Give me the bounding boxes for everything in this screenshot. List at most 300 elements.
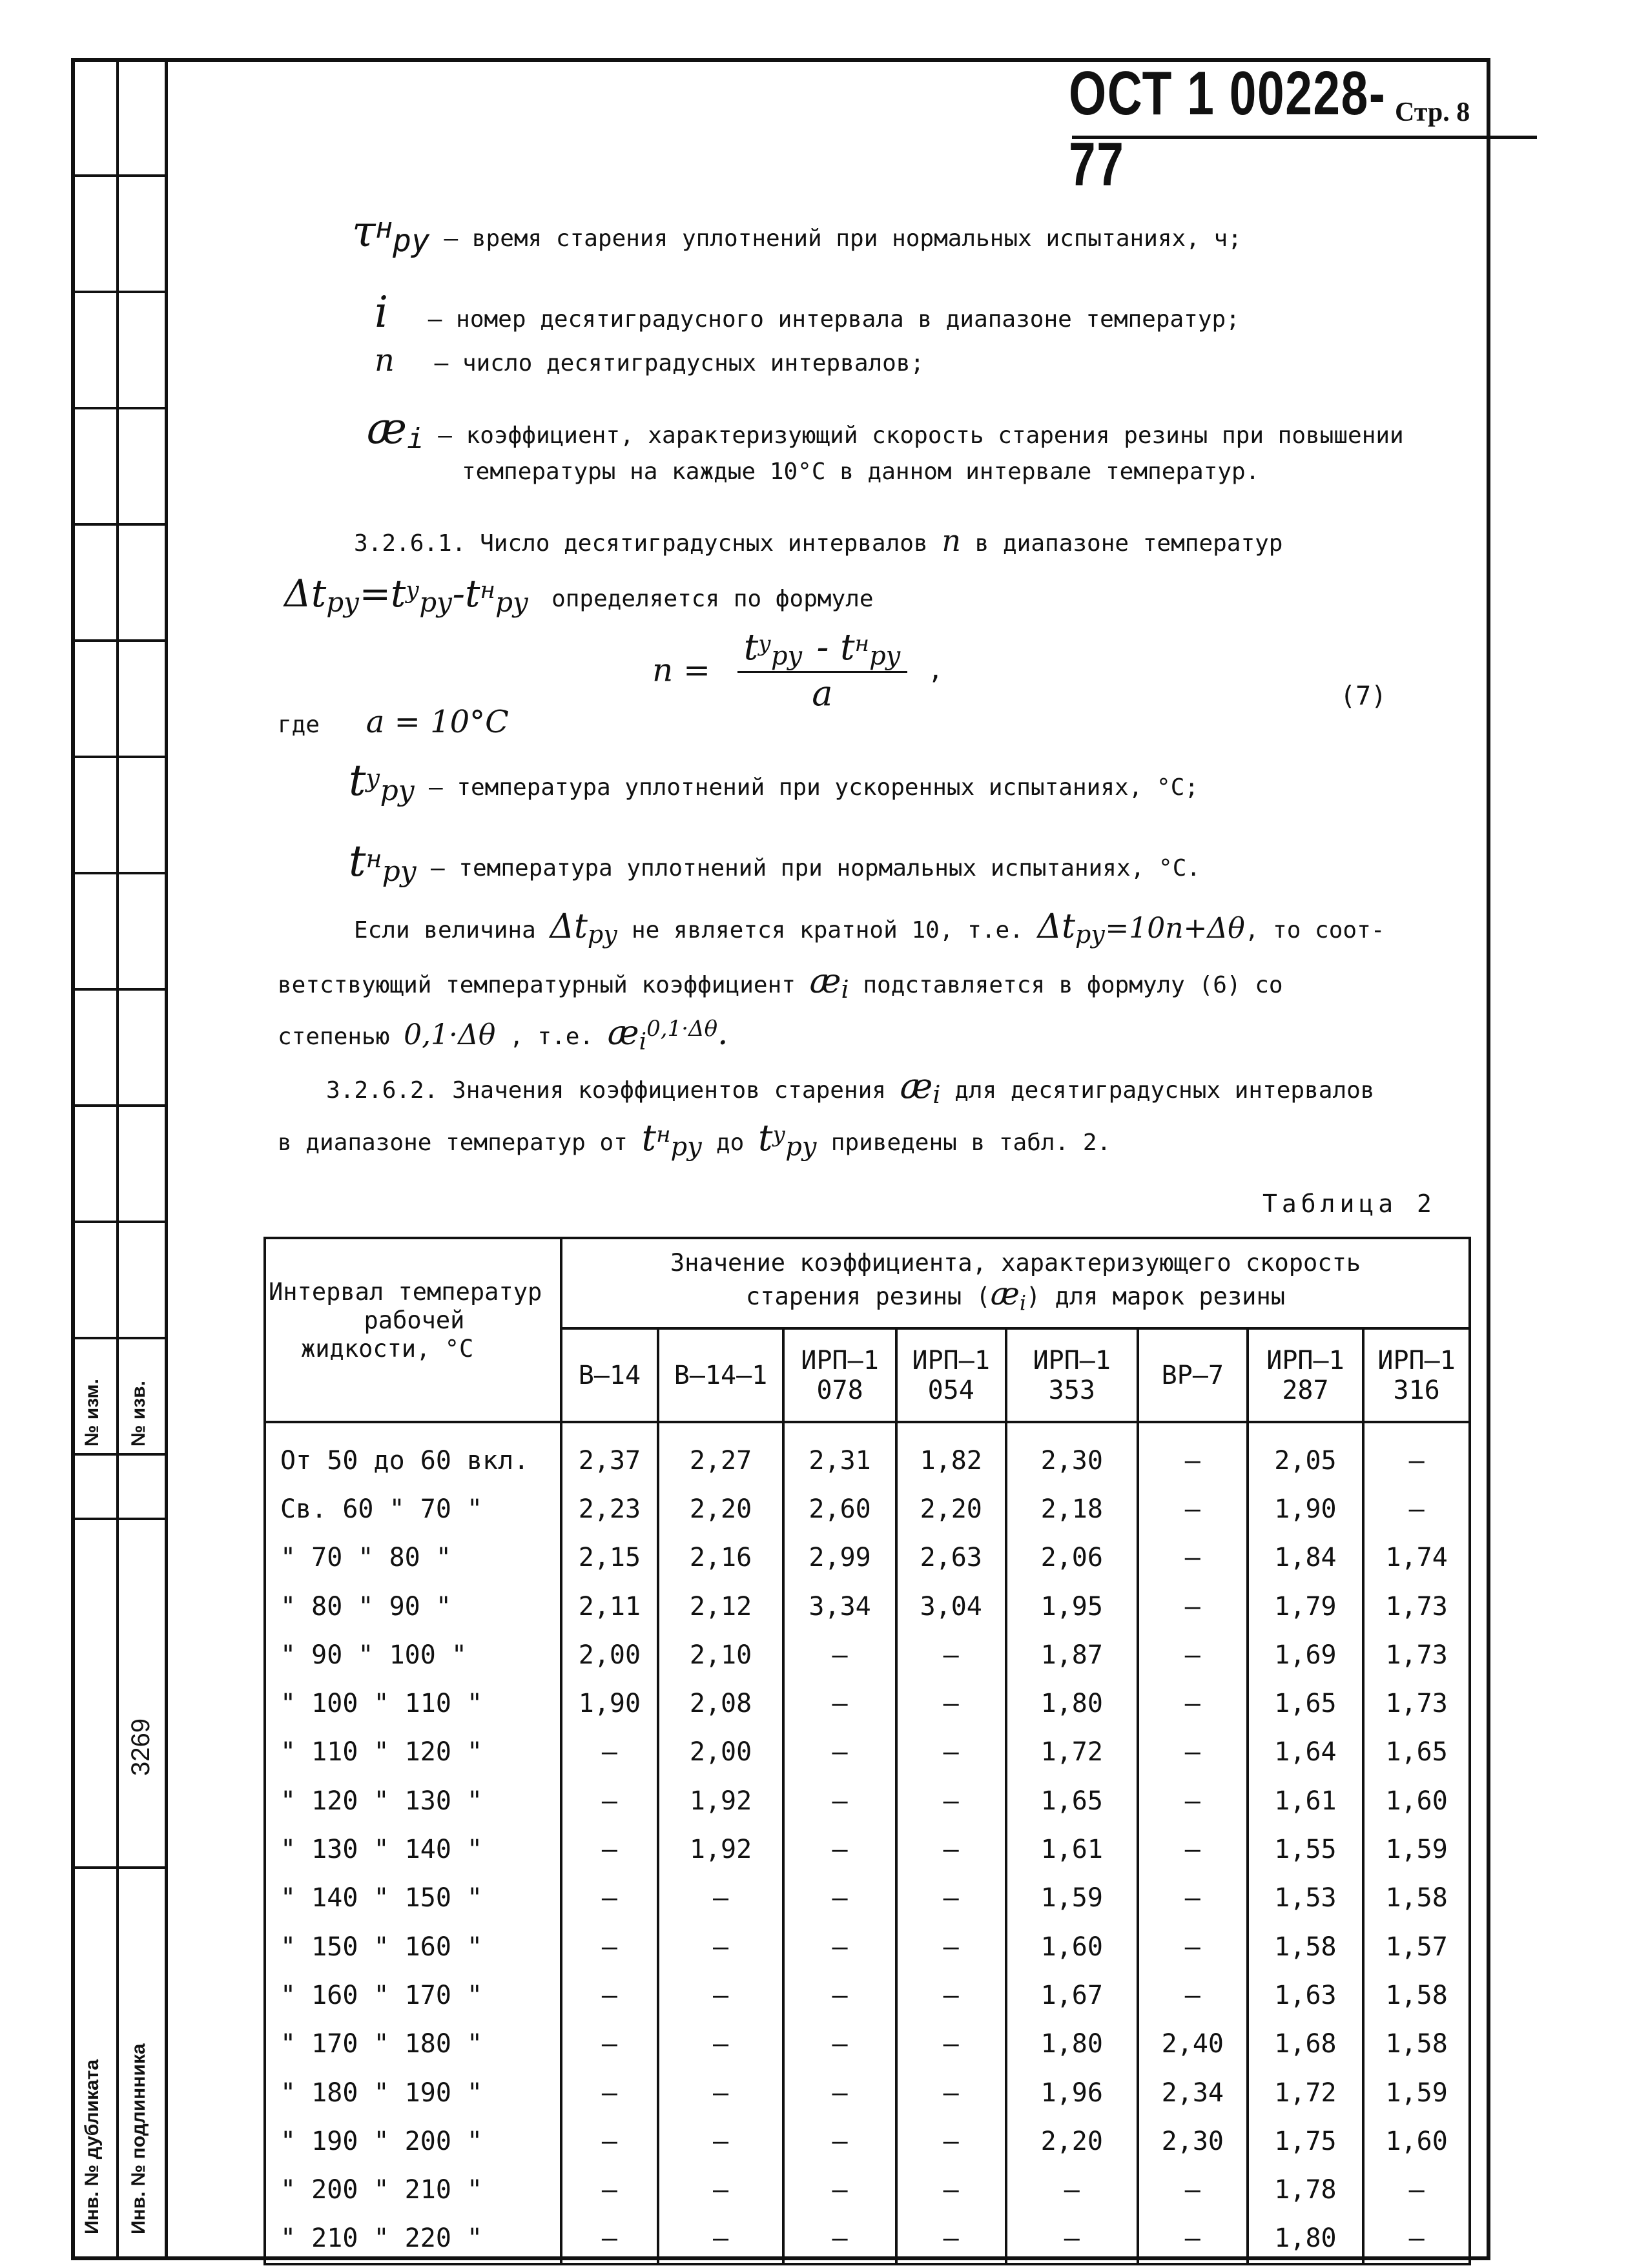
coefficient-cell: 2,16 [658, 1534, 784, 1582]
coefficient-cell: 1,80 [1006, 1679, 1138, 1727]
coefficient-cell: 2,40 [1138, 2020, 1248, 2068]
coefficient-cell: – [783, 1679, 896, 1727]
coefficient-cell: 1,58 [1248, 1923, 1364, 1971]
table-row [265, 1728, 1470, 1777]
para-text: 3.2.6.2. Значения коэффициентов старения [326, 1077, 886, 1104]
col-header: ВР–7 [1138, 1328, 1248, 1422]
sub: i [639, 1029, 647, 1056]
stamp-sidebar [71, 58, 168, 2260]
coefficient-cell: 1,96 [1006, 2068, 1138, 2117]
formula-lhs: n = [652, 651, 710, 689]
coefficient-cell: 1,69 [1248, 1631, 1364, 1679]
para-line [278, 962, 1283, 1004]
delta-t: Δt [284, 572, 327, 615]
para-text: для десятиградусных интервалов [954, 1077, 1375, 1104]
sub: ру [326, 586, 360, 619]
coefficient-cell: 1,59 [1006, 1874, 1138, 1923]
coefficient-cell: – [561, 1825, 658, 1873]
coefficient-cell: – [1138, 1971, 1248, 2019]
coefficient-cell: – [1138, 1582, 1248, 1631]
coefficient-cell: – [896, 2117, 1006, 2165]
coefficient-cell: 1,61 [1248, 1777, 1364, 1825]
stamp-line [71, 1337, 165, 1339]
para-line [326, 1066, 1374, 1109]
para-text: приведены в табл. 2. [830, 1129, 1111, 1156]
coefficient-cell: 2,05 [1248, 1422, 1364, 1485]
sup: н [480, 577, 496, 604]
table-row [265, 2165, 1470, 2214]
coefficient-cell: 1,72 [1006, 1728, 1138, 1777]
interval-label: " 130 " 140 " [265, 1825, 561, 1873]
stamp-line [71, 407, 165, 409]
coefficient-cell: – [896, 2165, 1006, 2214]
coefficient-cell: – [783, 1777, 896, 1825]
coefficient-cell: 2,27 [658, 1422, 784, 1485]
coefficient-cell: – [783, 1874, 896, 1923]
coefficient-cell: 2,37 [561, 1422, 658, 1485]
table-header-row [265, 1238, 1470, 1328]
coefficient-cell: 2,00 [561, 1631, 658, 1679]
group-line: ) для марок резины [1026, 1283, 1286, 1311]
sup: у [406, 577, 420, 604]
coefficient-cell: 1,65 [1363, 1728, 1470, 1777]
para-text: ветствующий температурный коэффициент [278, 972, 796, 998]
coefficient-cell: 1,90 [561, 1679, 658, 1727]
table-row [265, 1777, 1470, 1825]
para-text: подставляется в формулу (6) со [863, 972, 1283, 998]
t-symbol: t [349, 836, 366, 886]
coefficient-cell: 1,65 [1248, 1679, 1364, 1727]
para-text: не является кратной 10, т.е. [631, 917, 1024, 943]
sub: ру [393, 223, 430, 260]
interval-label: " 100 " 110 " [265, 1679, 561, 1727]
interval-label: " 150 " 160 " [265, 1923, 561, 1971]
inventory-number: 3269 [127, 1718, 155, 1776]
coefficient-cell: – [896, 1971, 1006, 2019]
interval-label: " 190 " 200 " [265, 2117, 561, 2165]
formula-number: (7) [1340, 681, 1387, 711]
stamp-line [71, 1104, 165, 1107]
sub: ру [770, 641, 803, 672]
stamp-line [71, 988, 165, 991]
num-minus: - t [816, 626, 855, 668]
coefficient-cell: 2,63 [896, 1534, 1006, 1582]
coefficient-cell: – [896, 1874, 1006, 1923]
coefficient-cell: 1,64 [1248, 1728, 1364, 1777]
sub: i [1019, 1290, 1027, 1315]
coefficient-cell: 1,78 [1248, 2165, 1364, 2214]
izv-label: № изв. [128, 1381, 149, 1447]
table-row [265, 2214, 1470, 2264]
coefficient-cell: – [783, 2214, 896, 2264]
t-symbol: t [349, 756, 366, 805]
interval-label: " 160 " 170 " [265, 1971, 561, 2019]
coefficient-cell: 2,20 [658, 1485, 784, 1533]
group-line: Значение коэффициента, характеризующего скорость [670, 1249, 1361, 1277]
coefficient-cell: – [658, 2117, 784, 2165]
stamp-line [71, 872, 165, 874]
coefficient-cell: 2,20 [896, 1485, 1006, 1533]
coefficient-cell: – [1138, 1923, 1248, 1971]
coefficient-cell: – [561, 1971, 658, 2019]
coefficient-cell: – [783, 2165, 896, 2214]
def-text: – температура уплотнений при нормальных испытаниях, [430, 855, 1145, 881]
coefficient-cell: – [658, 2214, 784, 2264]
coefficient-cell: 1,58 [1363, 1971, 1470, 2019]
delta-formula-line [284, 572, 874, 618]
eq: =t [359, 572, 406, 615]
table-row [265, 1679, 1470, 1727]
coefficient-cell: – [783, 1971, 896, 2019]
coefficient-cell: 1,55 [1248, 1825, 1364, 1873]
coefficient-cell: 1,60 [1363, 1777, 1470, 1825]
kappa-symbol: æ [367, 404, 407, 453]
coefficient-cell: 2,00 [658, 1728, 784, 1777]
sub: ру [495, 586, 529, 619]
table-row [265, 1534, 1470, 1582]
coefficient-cell: 1,80 [1006, 2020, 1138, 2068]
sub: ру [1075, 920, 1106, 949]
sup: н [656, 1122, 671, 1148]
coefficient-cell: 2,60 [783, 1485, 896, 1533]
sub: ру [380, 774, 415, 808]
coefficients-table [263, 1237, 1471, 2265]
coefficient-cell: 1,61 [1006, 1825, 1138, 1873]
coefficient-cell: 1,63 [1248, 1971, 1364, 2019]
interval-label: " 110 " 120 " [265, 1728, 561, 1777]
corner-line: рабочей [364, 1306, 465, 1334]
coefficient-cell: – [896, 1825, 1006, 1873]
interval-label: Св. 60 " 70 " [265, 1485, 561, 1533]
tau-symbol: τ [352, 207, 376, 256]
kappa-symbol: æ [900, 1066, 933, 1106]
corner-header [265, 1238, 561, 1422]
formula-den: a [812, 673, 833, 714]
formula-7 [652, 626, 943, 714]
original-label: Инв. № подлинника [128, 2043, 149, 2234]
coefficient-cell: 2,12 [658, 1582, 784, 1631]
coefficient-cell: 2,15 [561, 1534, 658, 1582]
coefficient-cell: – [561, 2165, 658, 2214]
table-row [265, 1874, 1470, 1923]
para-text: определяется по формуле [551, 586, 874, 612]
sup: у [772, 1122, 786, 1148]
coefficient-cell: 1,59 [1363, 2068, 1470, 2117]
t-symbol: t [758, 1117, 773, 1159]
def-row [375, 342, 924, 378]
coefficient-cell: 1,75 [1248, 2117, 1364, 2165]
coefficient-cell: – [1138, 1777, 1248, 1825]
coefficient-cell: 1,59 [1363, 1825, 1470, 1873]
sup: у [758, 631, 771, 657]
coefficient-cell: 1,73 [1363, 1582, 1470, 1631]
sup: н [366, 845, 382, 873]
coefficient-cell: 2,10 [658, 1631, 784, 1679]
coefficient-cell: 1,80 [1248, 2214, 1364, 2264]
stamp-line [71, 756, 165, 758]
coefficient-cell: – [1138, 2214, 1248, 2264]
n-symbol: n [942, 523, 961, 558]
coefficient-cell: 3,04 [896, 1582, 1006, 1631]
n-symbol: n [375, 342, 395, 378]
sub: ру [785, 1132, 818, 1162]
coefficient-cell: 1,73 [1363, 1631, 1470, 1679]
stamp-line [71, 1518, 165, 1520]
coefficient-cell: – [561, 2068, 658, 2117]
coefficient-cell: – [561, 1874, 658, 1923]
coefficient-cell: – [561, 1728, 658, 1777]
sup: н [854, 631, 870, 657]
table-row [265, 1631, 1470, 1679]
coefficient-cell: 1,92 [658, 1825, 784, 1873]
coefficient-cell: – [561, 2214, 658, 2264]
coefficient-cell: – [561, 2117, 658, 2165]
delta-t: Δt [1037, 907, 1075, 946]
coefficient-cell: – [1138, 1534, 1248, 1582]
interval-label: " 70 " 80 " [265, 1534, 561, 1582]
col-header: ИРП–1353 [1006, 1328, 1138, 1422]
sub: ру [869, 641, 901, 672]
group-header [561, 1238, 1470, 1328]
coefficient-cell: – [1363, 2165, 1470, 2214]
expr: =10n+Δθ [1105, 912, 1245, 945]
coefficient-cell: – [896, 1679, 1006, 1727]
col-header: В–14 [561, 1328, 658, 1422]
where-line [278, 704, 509, 740]
coefficient-cell: – [658, 1923, 784, 1971]
interval-label: " 200 " 210 " [265, 2165, 561, 2214]
coefficient-cell: – [561, 1923, 658, 1971]
coefficient-cell: 1,90 [1248, 1485, 1364, 1533]
group-line: старения резины ( [745, 1283, 991, 1311]
para-text: в диапазоне температур [974, 530, 1283, 557]
coefficient-cell: – [1363, 1422, 1470, 1485]
stamp-line [71, 639, 165, 642]
coefficient-cell: – [896, 1728, 1006, 1777]
corner-line: жидкости, °С [301, 1335, 474, 1363]
col-header: ИРП–1316 [1363, 1328, 1470, 1422]
coefficient-cell: – [1138, 1679, 1248, 1727]
interval-label: " 120 " 130 " [265, 1777, 561, 1825]
stamp-line [71, 1453, 165, 1456]
coefficient-cell: – [658, 2020, 784, 2068]
coefficient-cell: 1,73 [1363, 1679, 1470, 1727]
coefficient-cell: – [1138, 2165, 1248, 2214]
para-text: степенью [278, 1024, 390, 1050]
coefficient-cell: – [783, 2068, 896, 2117]
coefficient-cell: – [1138, 1485, 1248, 1533]
coefficient-cell: 2,20 [1006, 2117, 1138, 2165]
para-text: 3.2.6.1. Число десятиградусных интервалов [354, 530, 928, 557]
coefficient-cell: – [896, 2068, 1006, 2117]
sub: ру [670, 1132, 703, 1162]
coefficient-cell: 1,60 [1006, 1923, 1138, 1971]
coefficient-cell: – [1138, 1728, 1248, 1777]
coefficient-cell: – [896, 1777, 1006, 1825]
table-row [265, 1825, 1470, 1873]
coefficient-cell: 1,65 [1006, 1777, 1138, 1825]
interval-label: " 210 " 220 " [265, 2214, 561, 2264]
interval-label: " 80 " 90 " [265, 1582, 561, 1631]
coefficient-cell: 1,84 [1248, 1534, 1364, 1582]
coefficient-cell: – [1006, 2214, 1138, 2264]
stamp-line [71, 174, 165, 177]
coefficient-cell: – [783, 2117, 896, 2165]
coefficient-cell: 1,95 [1006, 1582, 1138, 1631]
coefficient-cell: 1,74 [1363, 1534, 1470, 1582]
def-text: – номер десятиградусного интервала в диапазоне температур; [427, 306, 1240, 333]
minus: -t [452, 572, 480, 615]
def-text: – число десятиградусных интервалов; [434, 350, 925, 376]
coefficient-cell: – [1363, 2214, 1470, 2264]
def-text: – коэффициент, характеризующий скорость старения резины при повышении [438, 422, 1404, 449]
coefficient-cell: 1,67 [1006, 1971, 1138, 2019]
coefficient-cell: – [1138, 1422, 1248, 1485]
coefficient-cell: – [783, 2020, 896, 2068]
sup: н [375, 212, 393, 245]
col-header: ИРП–1054 [896, 1328, 1006, 1422]
coefficient-cell: 2,06 [1006, 1534, 1138, 1582]
def-unit: °С. [1159, 855, 1201, 881]
paragraph-3261 [354, 523, 1282, 558]
coefficient-cell: – [1138, 1825, 1248, 1873]
coefficient-cell: – [783, 1728, 896, 1777]
coefficient-cell: – [1363, 1485, 1470, 1533]
table-row [265, 2068, 1470, 2117]
page-number: Стр. 8 [1395, 98, 1470, 127]
para-text: до [716, 1129, 745, 1156]
coefficient-cell: 1,92 [658, 1777, 784, 1825]
corner-line: Интервал температур [269, 1278, 542, 1306]
where-label: где [278, 712, 320, 738]
stamp-line [71, 1221, 165, 1223]
coefficient-cell: 1,58 [1363, 2020, 1470, 2068]
coefficient-cell: – [896, 2214, 1006, 2264]
coefficient-cell: 1,72 [1248, 2068, 1364, 2117]
def-row [375, 287, 1240, 337]
def2-row [349, 756, 1199, 807]
coefficient-cell: – [783, 1825, 896, 1873]
col-header: ИРП–1287 [1248, 1328, 1364, 1422]
def-text: – температура уплотнений при ускоренных испытаниях, [428, 774, 1143, 801]
sub: i [932, 1080, 941, 1109]
sup: 0,1·Δθ [646, 1016, 718, 1042]
coefficient-cell: 1,58 [1363, 1874, 1470, 1923]
table-row [265, 2020, 1470, 2068]
table-row [265, 1485, 1470, 1533]
sub: i [841, 975, 849, 1004]
duplicate-label: Инв. № дубликата [81, 2059, 103, 2234]
col-header: ИРП–1078 [783, 1328, 896, 1422]
col-header: В–14–1 [658, 1328, 784, 1422]
coefficient-cell: 1,57 [1363, 1923, 1470, 1971]
coefficient-cell: 2,08 [658, 1679, 784, 1727]
coefficient-cell: 1,79 [1248, 1582, 1364, 1631]
sup: у [366, 764, 380, 792]
num-t: t [743, 626, 759, 668]
i-symbol: i [375, 287, 389, 337]
interval-label: " 180 " 190 " [265, 2068, 561, 2117]
stamp-line [71, 291, 165, 293]
header-underline [1072, 136, 1537, 139]
def2-row [349, 836, 1200, 888]
coefficient-cell: – [896, 1631, 1006, 1679]
def-row-cont: температуры на каждые 10°С в данном интервале температур. [462, 459, 1260, 485]
table-row [265, 2117, 1470, 2165]
coefficient-cell: – [896, 1923, 1006, 1971]
def-row [352, 207, 1242, 259]
table-row [265, 1582, 1470, 1631]
coefficient-cell: 2,31 [783, 1422, 896, 1485]
sub: ру [419, 586, 453, 619]
coefficient-cell: – [1138, 1631, 1248, 1679]
sub: i [407, 422, 424, 456]
sub: ру [382, 855, 417, 889]
t-symbol: t [641, 1117, 657, 1159]
para-line [354, 907, 1385, 949]
coefficient-cell: – [658, 1874, 784, 1923]
where-expr: a = 10°C [366, 704, 509, 740]
coefficient-cell: – [896, 2020, 1006, 2068]
kappa-symbol: æ [809, 962, 841, 1001]
coefficient-cell: 1,87 [1006, 1631, 1138, 1679]
sub: ру [587, 920, 618, 949]
para-line [278, 1117, 1111, 1162]
coefficient-cell: – [658, 2068, 784, 2117]
interval-label: " 90 " 100 " [265, 1631, 561, 1679]
period: . [717, 1014, 728, 1053]
delta-t: Δt [550, 907, 588, 946]
doc-header [1069, 58, 1480, 200]
coefficient-cell: 2,18 [1006, 1485, 1138, 1533]
table-row [265, 1971, 1470, 2019]
coefficient-cell: 1,60 [1363, 2117, 1470, 2165]
table-row [265, 1422, 1470, 1485]
interval-label: " 140 " 150 " [265, 1874, 561, 1923]
interval-label: " 170 " 180 " [265, 2020, 561, 2068]
para-text: , т.е. [510, 1024, 594, 1050]
coefficient-cell: 2,23 [561, 1485, 658, 1533]
def-unit: °С; [1157, 774, 1199, 801]
table-row [265, 1923, 1470, 1971]
coefficient-cell: 2,30 [1138, 2117, 1248, 2165]
def-text: – время старения уплотнений при нормальных испытаниях, ч; [444, 225, 1242, 252]
standard-code: ОСТ 1 00228-77 [1069, 59, 1386, 199]
stamp-line [71, 1866, 165, 1869]
stamp-line [71, 523, 165, 526]
table-title: Таблица 2 [1262, 1190, 1436, 1218]
coefficient-cell: 1,53 [1248, 1874, 1364, 1923]
izm-label: № изм. [81, 1379, 103, 1447]
coefficient-cell: 2,11 [561, 1582, 658, 1631]
para-text: , то соот- [1244, 917, 1385, 943]
para-text: Если величина [354, 917, 536, 943]
coefficient-cell: 2,99 [783, 1534, 896, 1582]
coefficient-cell: 1,68 [1248, 2020, 1364, 2068]
expr: 0,1·Δθ [404, 1018, 496, 1051]
interval-label: От 50 до 60 вкл. [265, 1422, 561, 1485]
coefficient-cell: – [1006, 2165, 1138, 2214]
kappa-symbol: æ [607, 1014, 639, 1053]
stamp-divider [116, 58, 119, 2260]
formula-comma: , [927, 655, 943, 685]
para-line [278, 1014, 728, 1055]
coefficient-cell: – [561, 1777, 658, 1825]
kappa-symbol: æ [990, 1276, 1020, 1313]
coefficient-cell: 2,34 [1138, 2068, 1248, 2117]
coefficient-cell: 2,30 [1006, 1422, 1138, 1485]
coefficient-cell: 1,82 [896, 1422, 1006, 1485]
